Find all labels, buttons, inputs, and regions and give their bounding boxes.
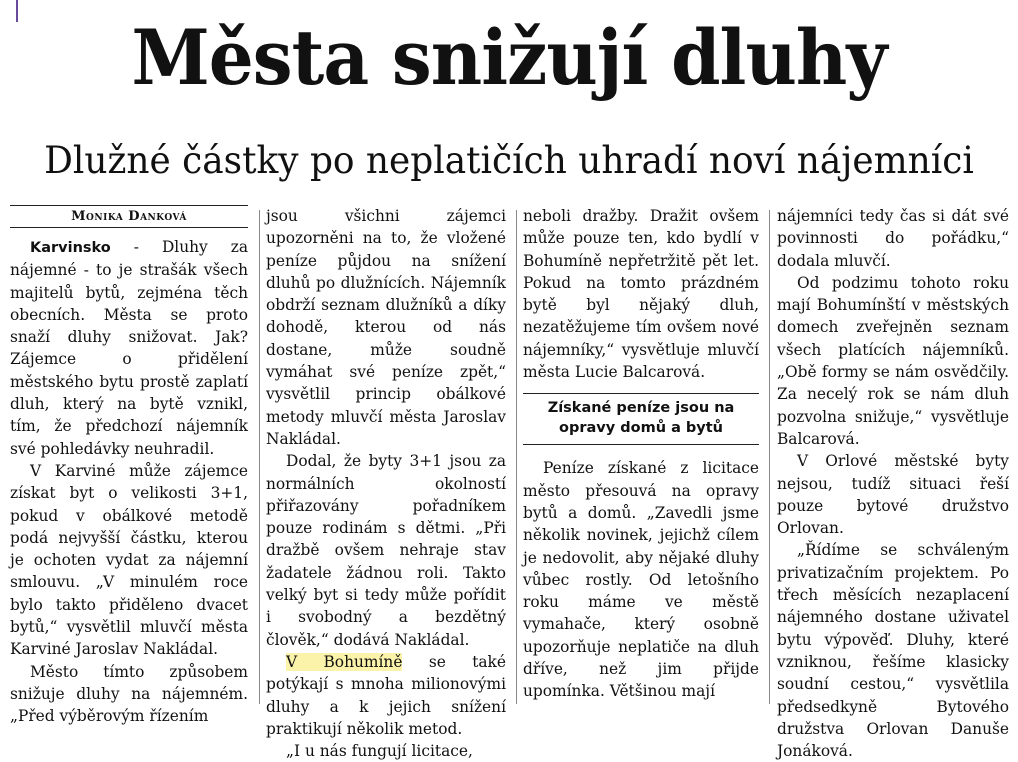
paragraph-text: se také potýkají s mnoha milionovými dluhy a k jejich snížení praktikují několik metod. [266, 652, 506, 738]
crosshead-box [523, 393, 759, 445]
paragraph: neboli dražby. Dražit ovšem může pouze ten, kdo bydlí v Bohumíně nepřetržitě pět let. Pokud na tomto prázdném bytě byl nějaký dluh, nezatěžujeme tím ovšem nové nájemníky,“ vysvětluje mluvčí města Lucie Balcarová. [523, 207, 759, 382]
paragraph: „I u nás fungují licitace, [286, 742, 473, 761]
column-rule [769, 210, 770, 704]
article-column-2 [266, 205, 506, 762]
paragraph: V Orlové městské byty nejsou, tudíž situaci řeší pouze bytové družstvo Orlovan. [777, 452, 1009, 538]
scan-edge-mark [16, 0, 18, 22]
column-rule [259, 210, 260, 704]
article-column-3 [523, 205, 759, 703]
headline: Města snižují dluhy [131, 13, 887, 102]
article-column-4 [777, 205, 1009, 762]
byline: Monika Danková [71, 209, 187, 224]
paragraph: jsou všichni zájemci upozorněni na to, že vložené peníze půjdou na snížení dluhů po dlužnících. Nájemník obdrží seznam dlužníků a díky dohodě, kterou od nás dostane, může soudně vymáhat své peníze zpět,“ vysvětlil princip obálkové metody mluvčí města Jaroslav Nakládal. [266, 207, 506, 448]
column-rule [516, 210, 517, 704]
subheadline: Dlužné částky po neplatičích uhradí noví nájemníci [44, 139, 974, 182]
crosshead: Získané peníze jsou na opravy domů a bytů [547, 400, 735, 437]
dateline: Karvinsko [30, 240, 111, 256]
highlighted-text: V Bohumíně [286, 652, 403, 671]
byline-box [10, 205, 248, 228]
paragraph [10, 236, 248, 460]
paragraph: Od podzimu tohoto roku mají Bohumínští v městských domech zveřejněn seznam všech platících nájemníků. „Obě formy se nám osvědčily. Za necelý rok se nám dluh pozvolna snižuje,“ vysvětluje Balcarová. [777, 273, 1009, 448]
paragraph: nájemníci tedy čas si dát své povinnosti do pořádku,“ dodala mluvčí. [777, 207, 1009, 270]
paragraph [266, 651, 506, 740]
paragraph: V Karviné může zájemce získat byt o velikosti 3+1, pokud v obálkové metodě podá nejvyšší částku, kterou je ochoten vydat za nájemní smlouvu. „V minulém roce bylo takto přiděleno dvacet bytů,“ vysvětlil mluvčí města Karviné Jaroslav Nakládal. [10, 461, 248, 659]
paragraph: Dodal, že byty 3+1 jsou za normálních okolností přiřazovány pořadníkem pouze rodinám s dětmi. „Při dražbě ovšem nehraje stav žadatele žádnou roli. Takto velký byt si tedy může pořídit i svobodný a bezdětný člověk,“ dodává Nakládal. [266, 452, 506, 649]
paragraph-text: - Dluhy za nájemné - to je strašák všech majitelů bytů, zejména těch obecních. Města se proto snaží dluhy snižovat. Jak? Zájemce o přidělení městského bytu prostě zaplatí dluh, který na bytě vznikl, tím, že předchozí nájemník své pohledávky neuhradil. [10, 238, 248, 458]
paragraph: Město tímto způsobem snižuje dluhy na nájemném. „Před výběrovým řízením [10, 662, 248, 726]
article-column-1 [10, 205, 248, 728]
paragraph: „Řídíme se schváleným privatizačním projektem. Po třech měsících nezaplacení nájemného dostane uživatel bytu výpověď. Dluhy, které vzniknou, řešíme klasicky soudní cestou,“ vysvětlila předsedkyně Bytového družstva Orlovan Danuše Jonáková. [777, 541, 1009, 761]
paragraph: Peníze získané z licitace město přesouvá na opravy bytů a domů. „Zavedli jsme několik novinek, jejichž cílem je nedovolit, aby nějaké dluhy vůbec rostly. Od letošního roku máme ve městě vymahače, který osobně upozorňuje neplatiče na dluh dříve, než jim přijde upomínka. Většinou mají [523, 459, 759, 701]
